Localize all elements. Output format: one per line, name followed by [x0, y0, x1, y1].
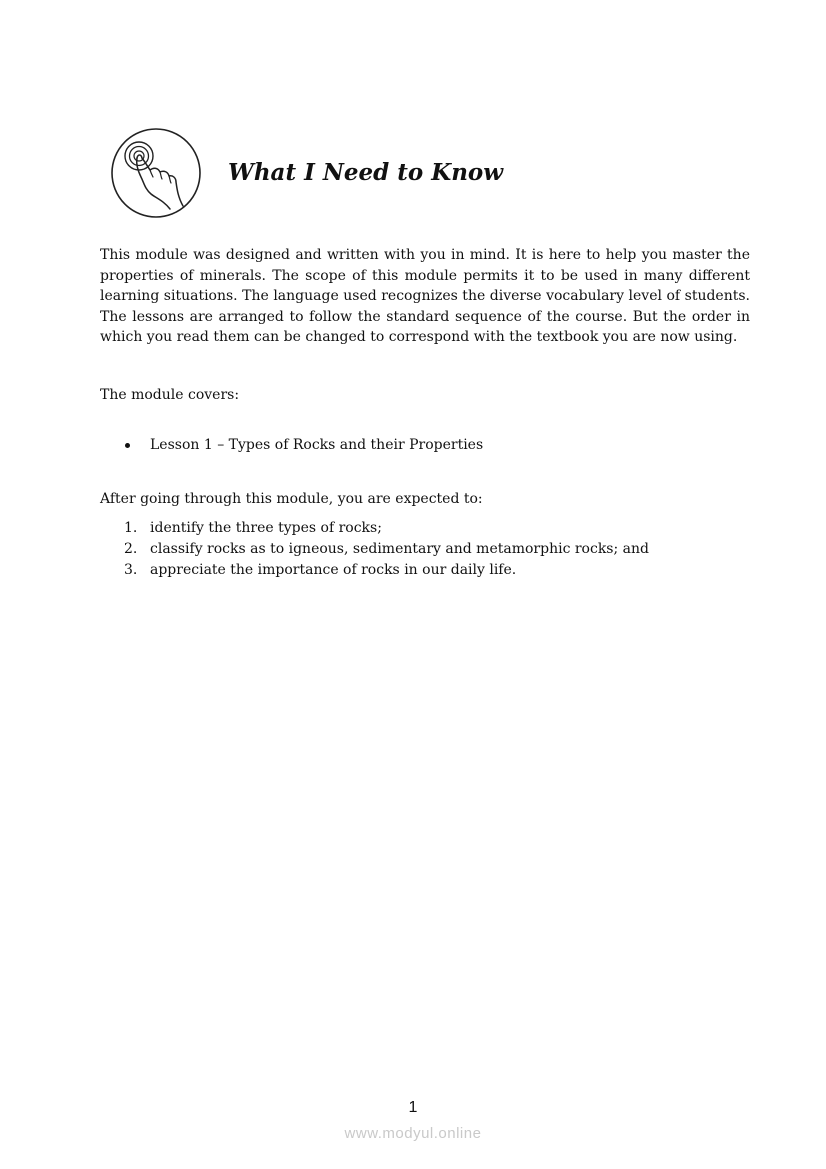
- objectives-label: After going through this module, you are expected to:: [100, 491, 483, 507]
- list-item: [124, 435, 483, 456]
- section-header: [110, 127, 504, 219]
- hand-tap-icon: [110, 127, 202, 219]
- watermark: www.modyul.online: [344, 1125, 482, 1142]
- list-item: [124, 518, 649, 539]
- objective-text: identify the three types of rocks;: [150, 520, 382, 536]
- list-number: 2.: [124, 541, 138, 557]
- objectives-list: [124, 518, 649, 581]
- objective-text: appreciate the importance of rocks in our daily life.: [150, 562, 517, 578]
- covers-label: The module covers:: [100, 387, 240, 403]
- lesson-list: [124, 435, 483, 456]
- list-item: [124, 539, 649, 560]
- list-number: 1.: [124, 520, 138, 536]
- list-item: [124, 560, 649, 581]
- objective-text: classify rocks as to igneous, sedimentary and metamorphic rocks; and: [150, 541, 649, 557]
- intro-paragraph: This module was designed and written with you in mind. It is here to help you master the properties of minerals. The scope of this module permits it to be used in many different learning situations. The language used recognizes the diverse vocabulary level of students. The lessons are arranged to follow the standard sequence of the course. But the order in which you read them can be changed to correspond with the textbook you are now using.: [100, 247, 750, 346]
- bullet-icon: [125, 443, 130, 448]
- list-number: 3.: [124, 562, 138, 578]
- section-title: What I Need to Know: [228, 159, 504, 186]
- page-number: 1: [408, 1099, 418, 1116]
- lesson-label: Lesson 1 – Types of Rocks and their Properties: [150, 437, 484, 453]
